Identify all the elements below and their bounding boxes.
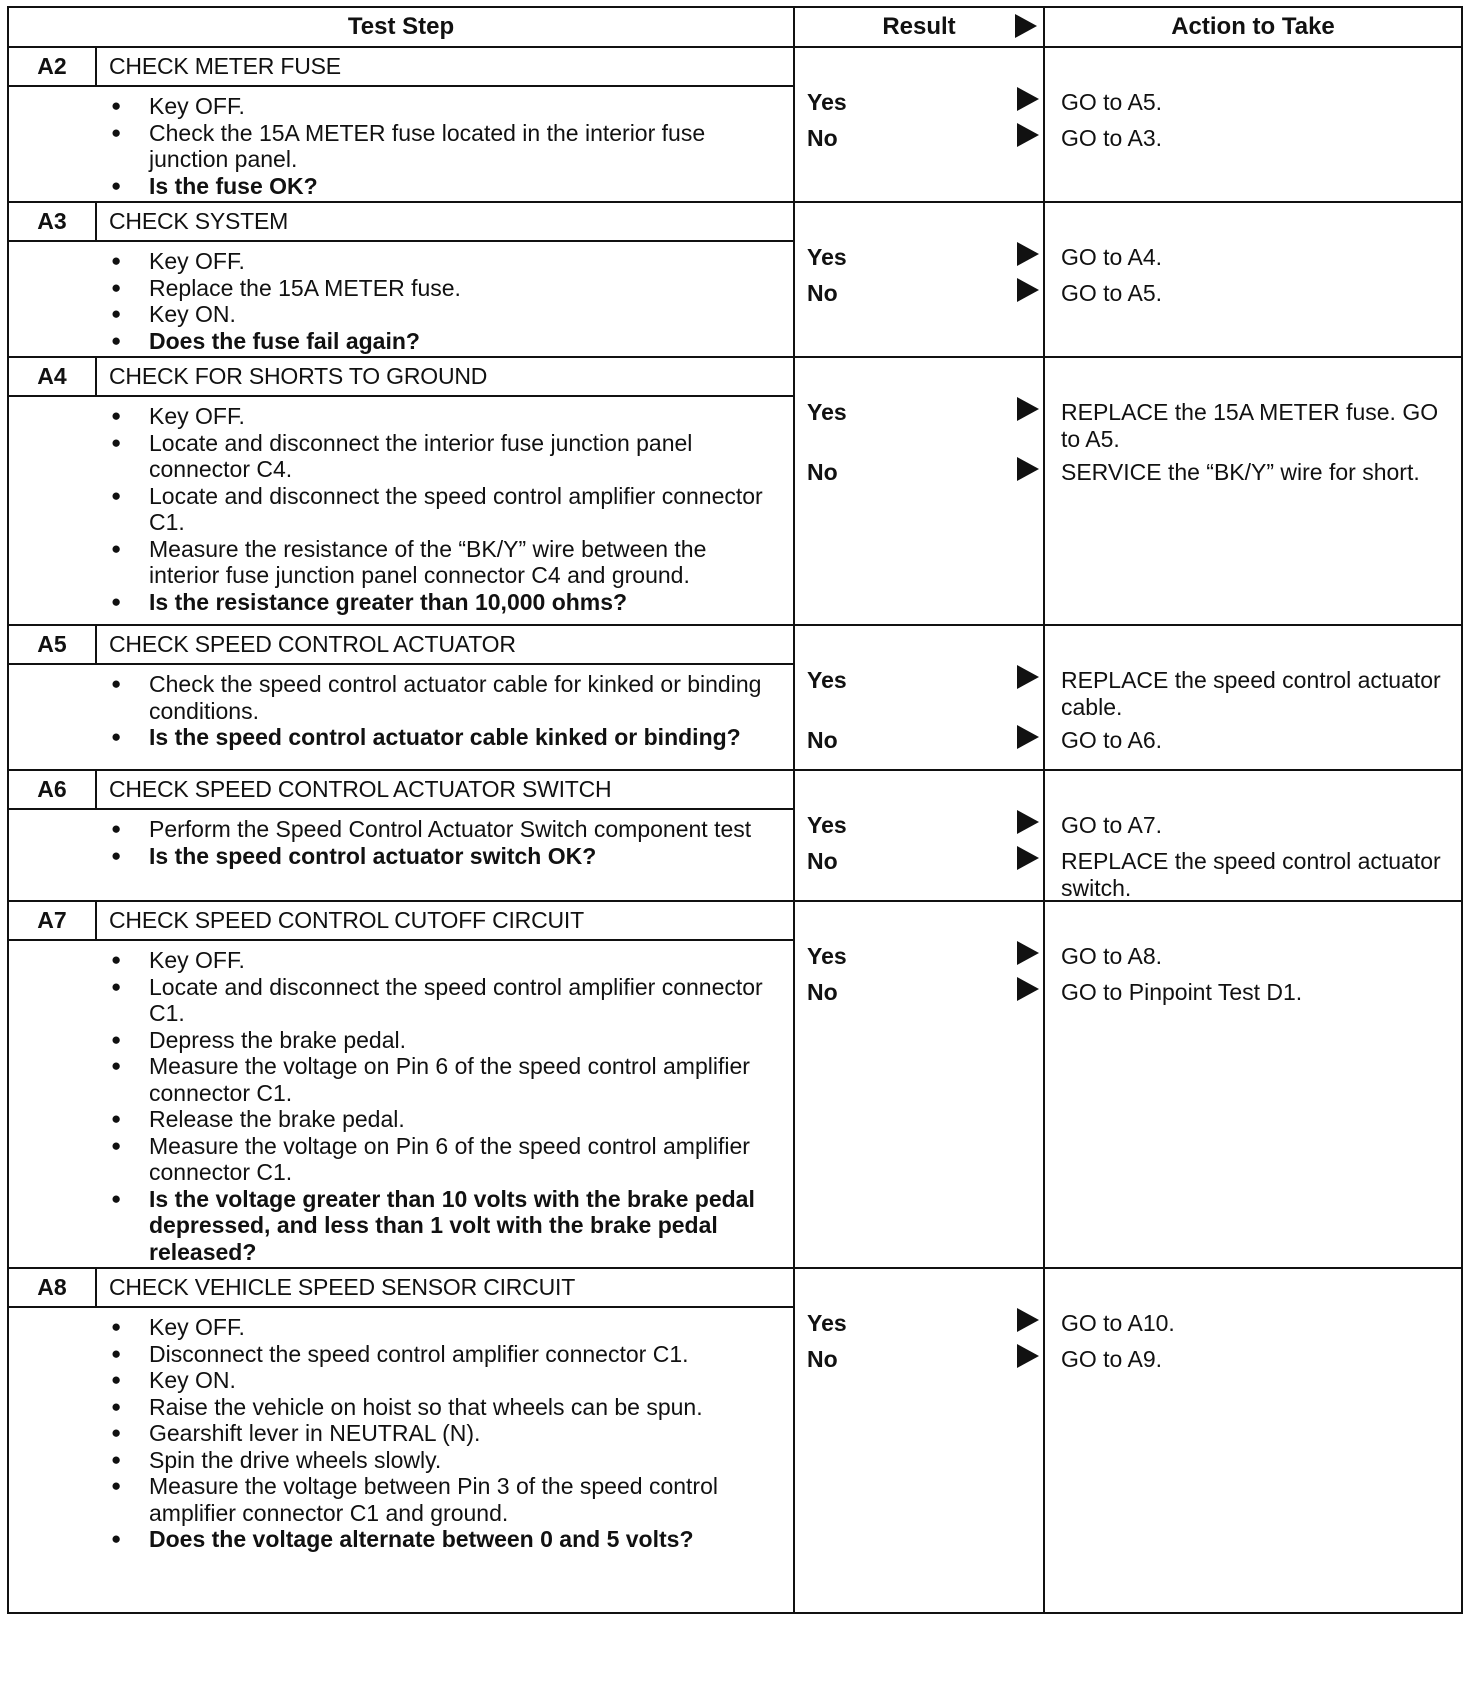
action-cell: [1044, 357, 1462, 625]
step-instruction: ● Key ON.: [149, 1367, 777, 1394]
header-test-step: Test Step: [8, 7, 794, 47]
action-text: REPLACE the speed control actuator switch.: [1061, 848, 1441, 901]
result-label: No: [807, 459, 838, 485]
arrow-right-icon: [1015, 14, 1037, 38]
action-cell: [1044, 202, 1462, 357]
test-step-cell: [8, 901, 794, 1268]
step-question: ● Does the fuse fail again?: [149, 328, 777, 355]
step-instruction: ● Measure the voltage on Pin 6 of the speed control amplifier connector C1.: [149, 1053, 777, 1106]
action-text: GO to A10.: [1061, 1310, 1175, 1336]
pinpoint-test-sheet: [7, 6, 1461, 1614]
test-step-cell: [8, 625, 794, 770]
arrow-right-icon: [1017, 725, 1039, 749]
header-result-label: Result: [882, 13, 956, 40]
test-step-cell: [8, 1268, 794, 1613]
step-question: ● Is the speed control actuator switch OK?: [149, 843, 777, 870]
step-title: CHECK SPEED CONTROL ACTUATOR: [109, 631, 516, 657]
result-cell: [794, 357, 1044, 625]
step-instruction: ● Key OFF.: [149, 248, 777, 275]
table-header-row: [8, 7, 1462, 47]
step-instruction: ● Measure the resistance of the “BK/Y” wire between the interior fuse junction panel connector C4 and ground.: [149, 536, 777, 589]
step-instruction: ● Key OFF.: [149, 403, 777, 430]
action-text: GO to A8.: [1061, 943, 1162, 969]
step-id: A3: [9, 203, 97, 240]
arrow-right-icon: [1017, 397, 1039, 421]
action-text: GO to A7.: [1061, 812, 1162, 838]
arrow-right-icon: [1017, 457, 1039, 481]
test-step-row: [8, 770, 1462, 901]
action-text: REPLACE the speed control actuator cable.: [1061, 667, 1441, 720]
step-title-bar: [9, 771, 793, 810]
action-text: GO to A4.: [1061, 244, 1162, 270]
step-bullet-list: [9, 87, 793, 201]
result-label: No: [807, 125, 838, 151]
step-bullet-list: [9, 397, 793, 617]
table-body: [8, 47, 1462, 1613]
step-instruction: ● Release the brake pedal.: [149, 1106, 777, 1133]
step-title-bar: [9, 203, 793, 242]
action-text: REPLACE the 15A METER fuse. GO to A5.: [1061, 399, 1439, 452]
step-instruction: ● Locate and disconnect the speed control amplifier connector C1.: [149, 974, 777, 1027]
arrow-right-icon: [1017, 1344, 1039, 1368]
result-label: Yes: [807, 812, 847, 838]
action-text: GO to A9.: [1061, 1346, 1162, 1372]
step-instruction: ● Key ON.: [149, 301, 777, 328]
result-cell: [794, 47, 1044, 202]
step-instruction: ● Replace the 15A METER fuse.: [149, 275, 777, 302]
result-label: Yes: [807, 1310, 847, 1336]
step-instruction: ● Depress the brake pedal.: [149, 1027, 777, 1054]
result-label: Yes: [807, 89, 847, 115]
step-instruction: ● Measure the voltage between Pin 3 of the speed control amplifier connector C1 and ground.: [149, 1473, 777, 1526]
step-bullet-list: [9, 665, 793, 753]
action-cell: [1044, 901, 1462, 1268]
step-title: CHECK METER FUSE: [109, 53, 341, 79]
result-cell: [794, 625, 1044, 770]
step-question: ● Is the voltage greater than 10 volts with the brake pedal depressed, and less than 1 volt with the brake pedal released?: [149, 1186, 777, 1266]
arrow-right-icon: [1017, 846, 1039, 870]
result-label: No: [807, 979, 838, 1005]
step-instruction: ● Locate and disconnect the speed control amplifier connector C1.: [149, 483, 777, 536]
step-title-bar: [9, 626, 793, 665]
step-title-bar: [9, 48, 793, 87]
step-instruction: ● Perform the Speed Control Actuator Switch component test: [149, 816, 777, 843]
result-label: Yes: [807, 399, 847, 425]
result-label: Yes: [807, 667, 847, 693]
action-text: SERVICE the “BK/Y” wire for short.: [1061, 459, 1420, 485]
action-text: GO to A5.: [1061, 280, 1162, 306]
step-instruction: ● Key OFF.: [149, 1314, 777, 1341]
step-bullet-list: [9, 941, 793, 1267]
step-id: A8: [9, 1269, 97, 1306]
step-instruction: ● Key OFF.: [149, 93, 777, 120]
test-step-row: [8, 47, 1462, 202]
test-step-row: [8, 1268, 1462, 1613]
arrow-right-icon: [1017, 278, 1039, 302]
test-step-row: [8, 625, 1462, 770]
arrow-right-icon: [1017, 665, 1039, 689]
step-title-bar: [9, 1269, 793, 1308]
action-text: GO to A6.: [1061, 727, 1162, 753]
test-step-cell: [8, 47, 794, 202]
step-bullet-list: [9, 242, 793, 356]
result-label: Yes: [807, 244, 847, 270]
arrow-right-icon: [1017, 87, 1039, 111]
step-instruction: ● Disconnect the speed control amplifier connector C1.: [149, 1341, 777, 1368]
result-label: Yes: [807, 943, 847, 969]
step-instruction: ● Raise the vehicle on hoist so that wheels can be spun.: [149, 1394, 777, 1421]
result-cell: [794, 202, 1044, 357]
result-cell: [794, 770, 1044, 901]
test-step-cell: [8, 770, 794, 901]
step-title-bar: [9, 902, 793, 941]
step-id: A6: [9, 771, 97, 808]
step-instruction: ● Check the speed control actuator cable for kinked or binding conditions.: [149, 671, 777, 724]
header-result: [794, 7, 1044, 47]
action-text: GO to Pinpoint Test D1.: [1061, 979, 1303, 1005]
step-id: A5: [9, 626, 97, 663]
step-question: ● Is the resistance greater than 10,000 ohms?: [149, 589, 777, 616]
arrow-right-icon: [1017, 941, 1039, 965]
step-id: A2: [9, 48, 97, 85]
result-cell: [794, 1268, 1044, 1613]
result-label: No: [807, 848, 838, 874]
action-cell: [1044, 770, 1462, 901]
step-instruction: ● Check the 15A METER fuse located in the interior fuse junction panel.: [149, 120, 777, 173]
pinpoint-test-table: [7, 6, 1463, 1614]
step-bullet-list: [9, 810, 793, 871]
action-text: GO to A5.: [1061, 89, 1162, 115]
step-question: ● Is the speed control actuator cable kinked or binding?: [149, 724, 777, 751]
step-bullet-list: [9, 1308, 793, 1555]
step-title: CHECK SYSTEM: [109, 208, 289, 234]
step-title: CHECK VEHICLE SPEED SENSOR CIRCUIT: [109, 1274, 576, 1300]
step-instruction: ● Measure the voltage on Pin 6 of the speed control amplifier connector C1.: [149, 1133, 777, 1186]
arrow-right-icon: [1017, 1308, 1039, 1332]
step-title: CHECK SPEED CONTROL ACTUATOR SWITCH: [109, 776, 612, 802]
result-label: No: [807, 727, 838, 753]
test-step-row: [8, 202, 1462, 357]
step-title: CHECK FOR SHORTS TO GROUND: [109, 363, 488, 389]
step-id: A7: [9, 902, 97, 939]
action-cell: [1044, 625, 1462, 770]
step-title: CHECK SPEED CONTROL CUTOFF CIRCUIT: [109, 907, 584, 933]
arrow-right-icon: [1017, 242, 1039, 266]
action-cell: [1044, 1268, 1462, 1613]
step-question: ● Does the voltage alternate between 0 and 5 volts?: [149, 1526, 777, 1553]
test-step-row: [8, 357, 1462, 625]
step-instruction: ● Locate and disconnect the interior fuse junction panel connector C4.: [149, 430, 777, 483]
header-action: Action to Take: [1044, 7, 1462, 47]
action-text: GO to A3.: [1061, 125, 1162, 151]
step-instruction: ● Gearshift lever in NEUTRAL (N).: [149, 1420, 777, 1447]
step-question: ● Is the fuse OK?: [149, 173, 777, 200]
arrow-right-icon: [1017, 977, 1039, 1001]
arrow-right-icon: [1017, 810, 1039, 834]
step-id: A4: [9, 358, 97, 395]
test-step-cell: [8, 357, 794, 625]
step-title-bar: [9, 358, 793, 397]
step-instruction: ● Key OFF.: [149, 947, 777, 974]
arrow-right-icon: [1017, 123, 1039, 147]
result-label: No: [807, 280, 838, 306]
test-step-cell: [8, 202, 794, 357]
test-step-row: [8, 901, 1462, 1268]
result-label: No: [807, 1346, 838, 1372]
action-cell: [1044, 47, 1462, 202]
result-cell: [794, 901, 1044, 1268]
step-instruction: ● Spin the drive wheels slowly.: [149, 1447, 777, 1474]
